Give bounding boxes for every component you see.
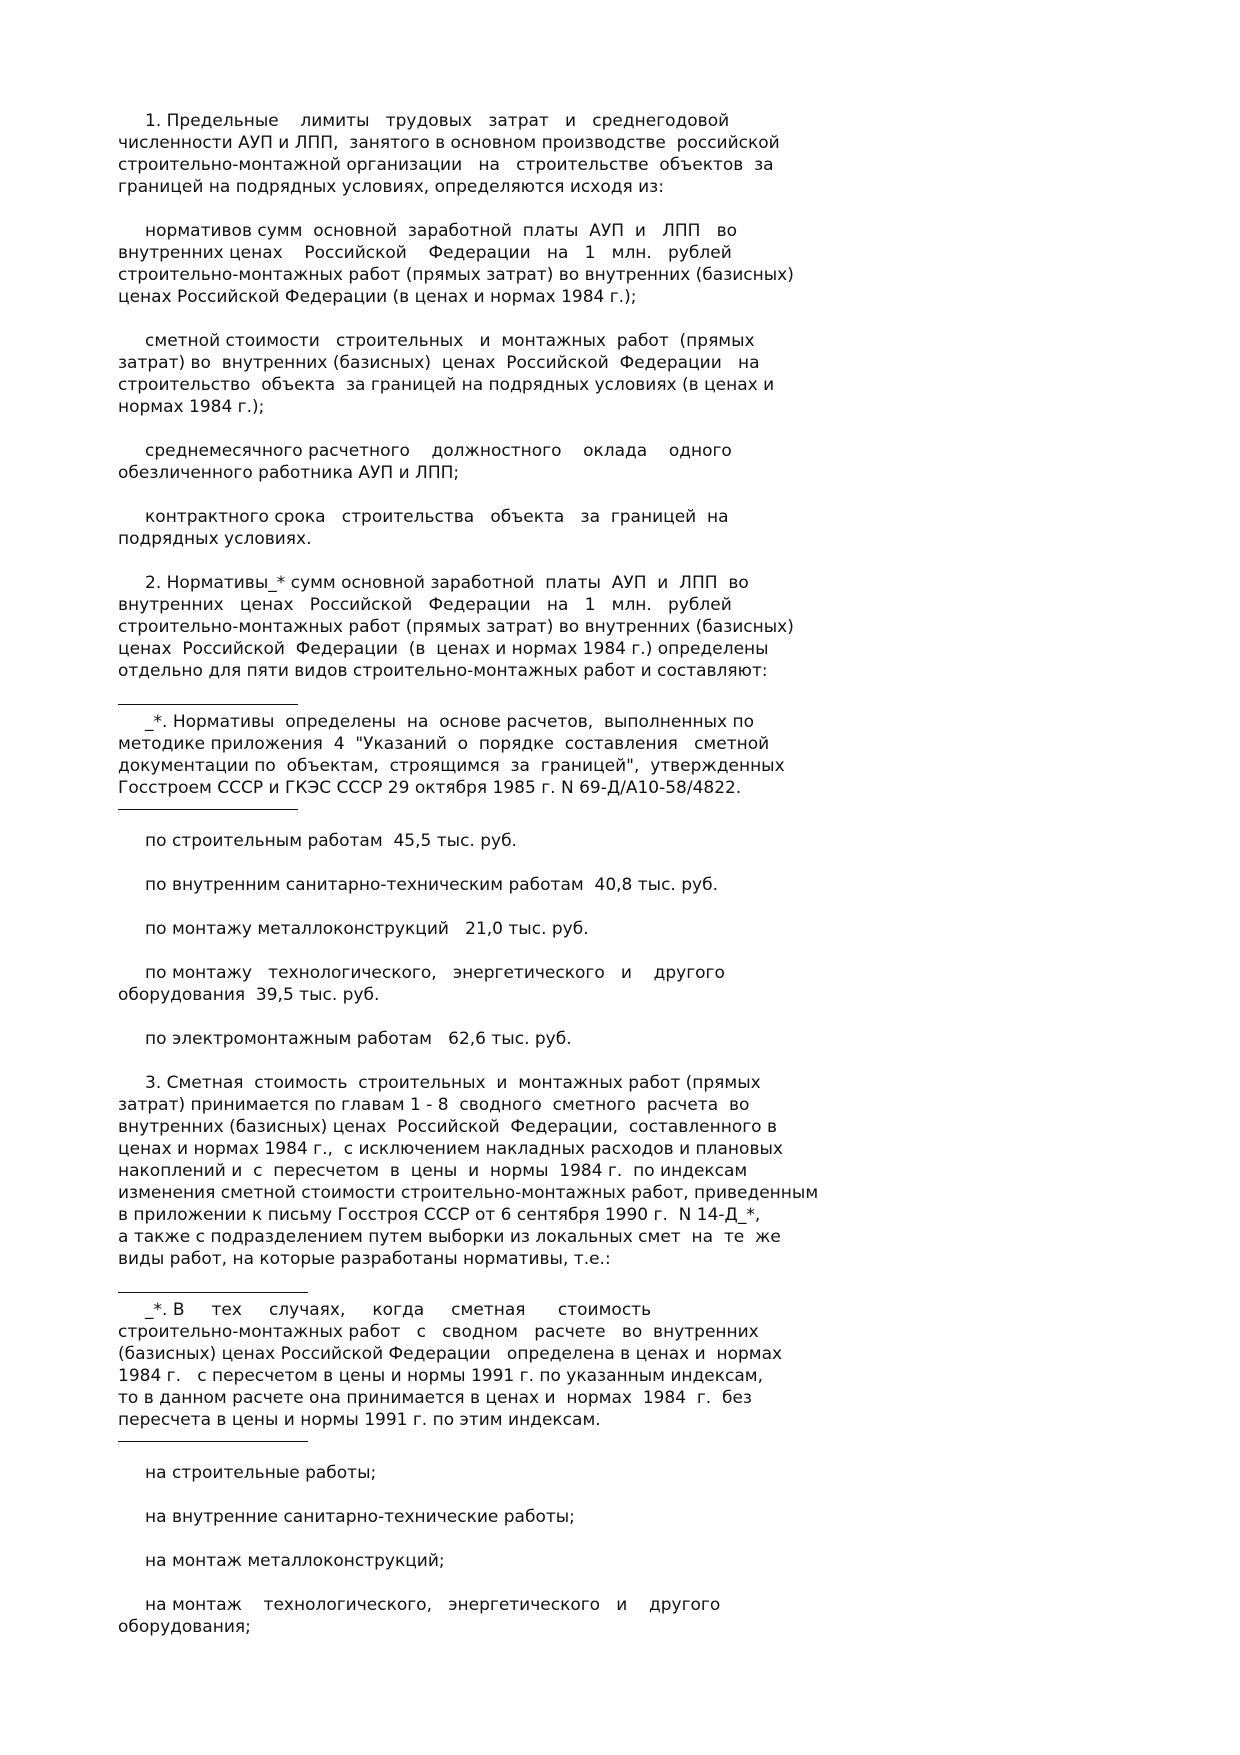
text-line: строительство объекта за границей на подрядных условиях (в ценах и: [118, 375, 775, 395]
footnote-line: _*. В тех случаях, когда сметная стоимость: [118, 1300, 652, 1320]
text-line: среднемесячного расчетного должностного оклада одного: [118, 441, 732, 461]
text-line: нормах 1984 г.);: [118, 397, 265, 417]
para-1-limits: [118, 110, 918, 198]
text-line: оборудования;: [118, 1617, 251, 1637]
footnote-line: то в данном расчете она принимается в ценах и нормах 1984 г. без: [118, 1388, 752, 1408]
footnote-separator-bottom: [118, 1441, 308, 1442]
text-line: по электромонтажным работам 62,6 тыс. руб.: [118, 1029, 572, 1049]
text-line: а также с подразделением путем выборки из локальных смет на те же: [118, 1227, 781, 1247]
footnote-separator-top: [118, 1292, 308, 1293]
item-metal-structures-2: [118, 1550, 918, 1572]
text-line: отдельно для пяти видов строительно-монтажных работ и составляют:: [118, 661, 768, 681]
text-line: затрат) во внутренних (базисных) ценах Российской Федерации на: [118, 353, 760, 373]
footnote-line: Госстроем СССР и ГКЭС СССР 29 октября 1985 г. N 69-Д/А10-58/4822.: [118, 778, 742, 798]
footnote-1: [118, 711, 918, 799]
text-line: внутренних ценах Российской Федерации на 1 млн. рублей: [118, 595, 732, 615]
footnote-line: _*. Нормативы определены на основе расчетов, выполненных по: [118, 712, 754, 732]
footnote-separator-bottom: [118, 809, 298, 810]
item-construction-works-2: [118, 1462, 918, 1484]
item-equipment-installation: [118, 962, 918, 1006]
footnote-2: [118, 1299, 918, 1431]
text-line: 2. Нормативы_* сумм основной заработной платы АУП и ЛПП во: [118, 573, 749, 593]
text-line: 1. Предельные лимиты трудовых затрат и среднегодовой: [118, 111, 730, 131]
footnote-line: методике приложения 4 "Указаний о порядке составления сметной: [118, 734, 770, 754]
text-line: на строительные работы;: [118, 1463, 377, 1483]
para-average-salary: [118, 440, 918, 484]
text-line: строительно-монтажной организации на строительстве объектов за: [118, 155, 774, 175]
footnote-line: 1984 г. с пересчетом в цены и нормы 1991 г. по указанным индексам,: [118, 1366, 764, 1386]
text-line: внутренних (базисных) ценах Российской Федерации, составленного в: [118, 1117, 777, 1137]
text-line: оборудования 39,5 тыс. руб.: [118, 985, 380, 1005]
text-line: 3. Сметная стоимость строительных и монтажных работ (прямых: [118, 1073, 761, 1093]
para-estimated-cost: [118, 330, 918, 418]
text-line: ценах Российской Федерации (в ценах и нормах 1984 г.);: [118, 287, 637, 307]
item-equipment-installation-2: [118, 1594, 918, 1638]
text-line: на внутренние санитарно-технические работы;: [118, 1507, 575, 1527]
item-sanitary-works-2: [118, 1506, 918, 1528]
para-3-estimated-cost: [118, 1072, 918, 1270]
text-line: обезличенного работника АУП и ЛПП;: [118, 463, 460, 483]
text-line: сметной стоимости строительных и монтажных работ (прямых: [118, 331, 755, 351]
item-sanitary-works: [118, 874, 918, 896]
item-construction-works: [118, 830, 918, 852]
document-page: [118, 110, 918, 1660]
text-line: по монтажу технологического, энергетического и другого: [118, 963, 725, 983]
footnote-line: (базисных) ценах Российской Федерации определена в ценах и нормах: [118, 1344, 783, 1364]
footnote-line: документации по объектам, строящимся за границей", утвержденных: [118, 756, 785, 776]
text-line: по строительным работам 45,5 тыс. руб.: [118, 831, 517, 851]
text-line: по внутренним санитарно-техническим работам 40,8 тыс. руб.: [118, 875, 718, 895]
item-electrical-works: [118, 1028, 918, 1050]
text-line: накоплений и с пересчетом в цены и нормы 1984 г. по индексам: [118, 1161, 748, 1181]
para-normatives-sums: [118, 220, 918, 308]
text-line: на монтаж металлоконструкций;: [118, 1551, 445, 1571]
text-line: строительно-монтажных работ (прямых затрат) во внутренних (базисных): [118, 617, 794, 637]
footnote-line: пересчета в цены и нормы 1991 г. по этим индексам.: [118, 1410, 601, 1430]
text-line: ценах Российской Федерации (в ценах и нормах 1984 г.) определены: [118, 639, 769, 659]
text-line: строительно-монтажных работ (прямых затрат) во внутренних (базисных): [118, 265, 794, 285]
text-line: по монтажу металлоконструкций 21,0 тыс. руб.: [118, 919, 589, 939]
text-line: границей на подрядных условиях, определяются исходя из:: [118, 177, 664, 197]
text-line: в приложении к письму Госстроя СССР от 6 сентября 1990 г. N 14-Д_*,: [118, 1205, 761, 1225]
footnote-separator-top: [118, 704, 298, 705]
text-line: нормативов сумм основной заработной платы АУП и ЛПП во: [118, 221, 738, 241]
text-line: затрат) принимается по главам 1 - 8 сводного сметного расчета во: [118, 1095, 750, 1115]
text-line: внутренних ценах Российской Федерации на 1 млн. рублей: [118, 243, 732, 263]
text-line: на монтаж технологического, энергетического и другого: [118, 1595, 721, 1615]
text-line: изменения сметной стоимости строительно-монтажных работ, приведенным: [118, 1183, 819, 1203]
text-line: контрактного срока строительства объекта за границей на: [118, 507, 729, 527]
para-contract-term: [118, 506, 918, 550]
footnote-line: строительно-монтажных работ с сводном расчете во внутренних: [118, 1322, 759, 1342]
text-line: ценах и нормах 1984 г., с исключением накладных расходов и плановых: [118, 1139, 783, 1159]
text-line: подрядных условиях.: [118, 529, 312, 549]
item-metal-structures: [118, 918, 918, 940]
text-line: численности АУП и ЛПП, занятого в основном производстве российской: [118, 133, 780, 153]
text-line: виды работ, на которые разработаны нормативы, т.е.:: [118, 1249, 611, 1269]
para-2-normatives: [118, 572, 918, 682]
